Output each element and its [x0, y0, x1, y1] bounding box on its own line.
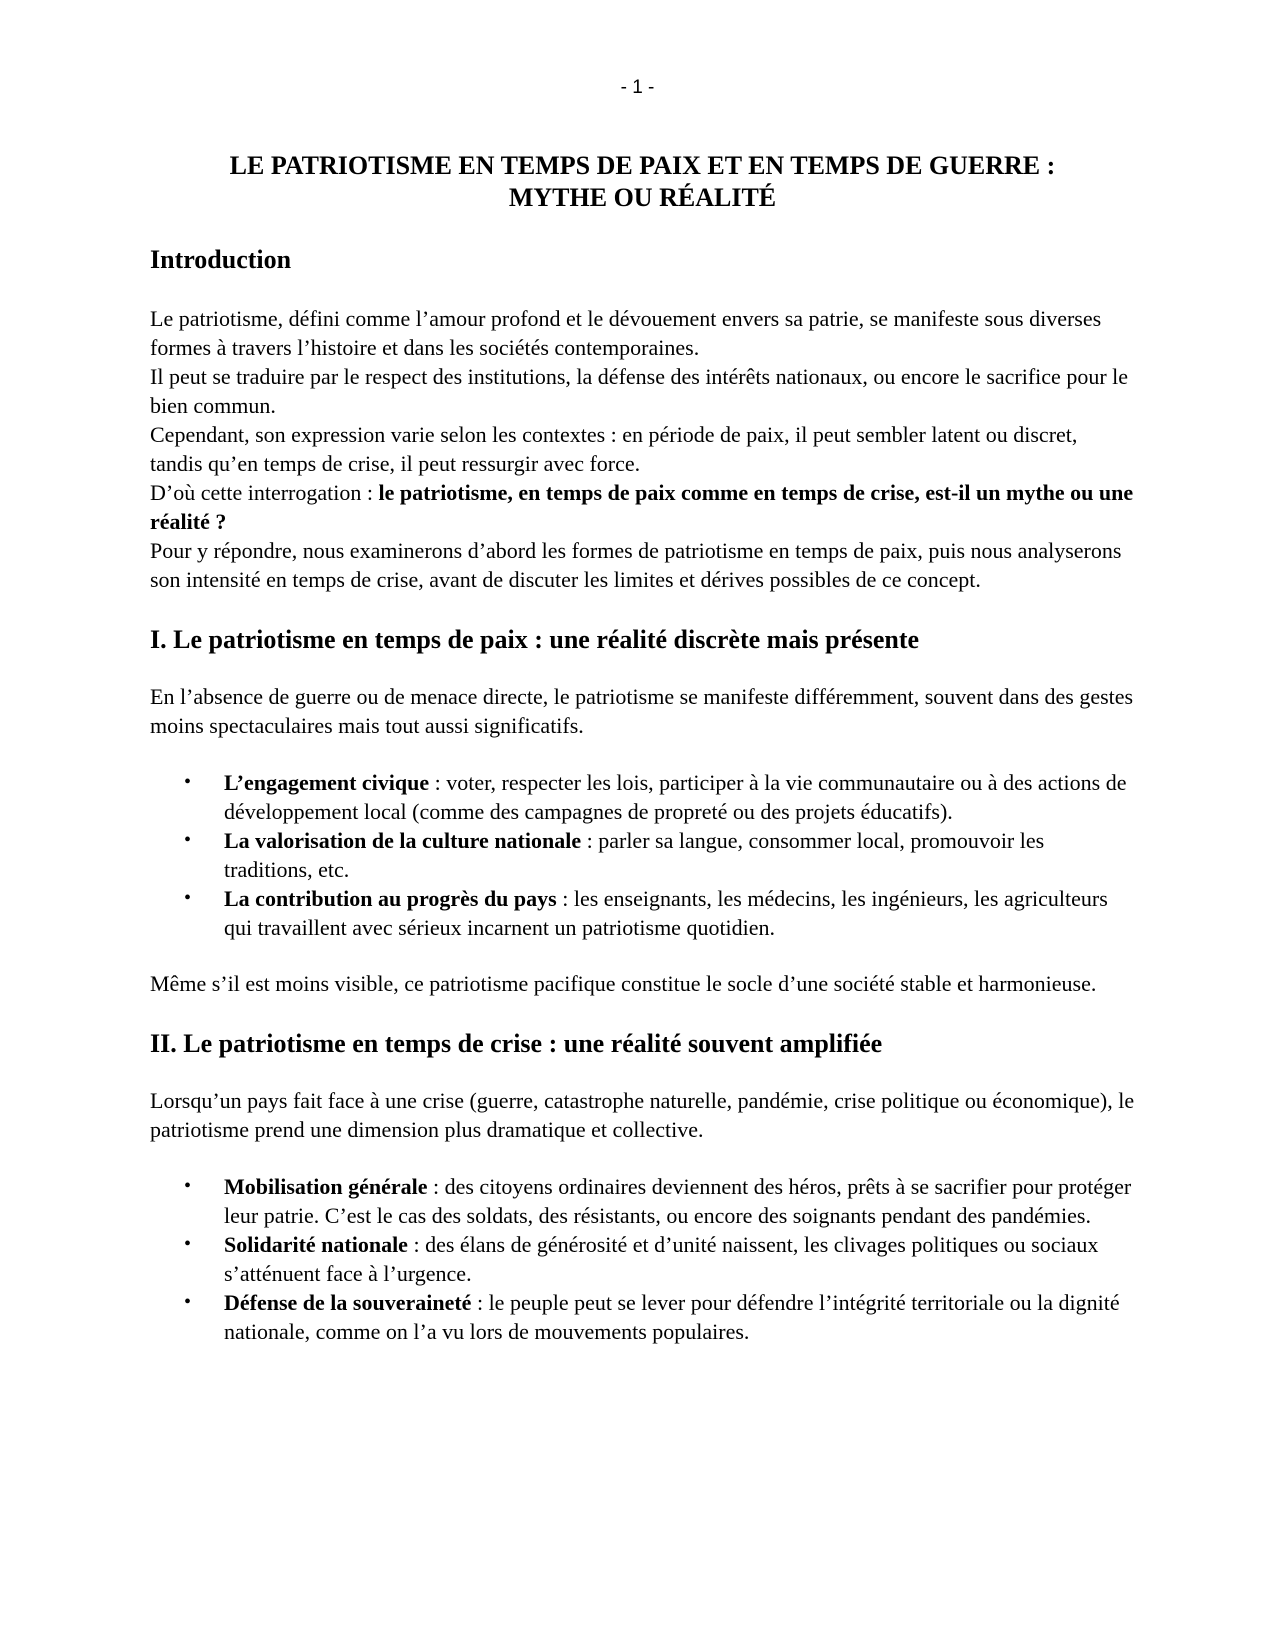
list-item: [224, 826, 1135, 884]
problem-statement-prefix: D’où cette interrogation :: [150, 480, 379, 505]
section-1-heading: I. Le patriotisme en temps de paix : une réalité discrète mais présente: [150, 625, 920, 654]
list-item: [224, 1230, 1135, 1288]
list-item-term: Solidarité nationale: [224, 1232, 408, 1257]
document-body: [150, 150, 1135, 1346]
list-item-term: Défense de la souveraineté: [224, 1290, 472, 1315]
title-line-1: LE PATRIOTISME EN TEMPS DE PAIX ET EN TEMPS DE GUERRE :: [229, 151, 1056, 180]
list-item: [224, 1288, 1135, 1346]
list-item-text: : les enseignants, les médecins, les ingénieurs, les agriculteurs qui travaillent avec sérieux incarnent un patriotisme quotidien.: [224, 886, 1108, 940]
section-1-intro: En l’absence de guerre ou de menace directe, le patriotisme se manifeste différemment, souvent dans des gestes moins spectaculaires mais tout aussi significatifs.: [150, 684, 1134, 738]
list-item-term: La contribution au progrès du pays: [224, 886, 557, 911]
list-item-text: : voter, respecter les lois, participer à la vie communautaire ou à des actions de développement local (comme des campagnes de propreté ou des projets éducatifs).: [224, 770, 1127, 824]
title-line-2: MYTHE OU RÉALITÉ: [508, 183, 777, 212]
list-item: [224, 1172, 1135, 1230]
problem-statement-question: le patriotisme, en temps de paix comme en temps de crise, est-il un mythe ou une réalité ?: [150, 480, 1134, 534]
introduction-paragraph: Pour y répondre, nous examinerons d’abord les formes de patriotisme en temps de paix, puis nous analyserons son intensité en temps de crise, avant de discuter les limites et dérives possibles de ce concept.: [150, 538, 1122, 592]
problem-statement: [150, 478, 1135, 536]
list-item-text: : le peuple peut se lever pour défendre l’intégrité territoriale ou la dignité nationale, comme on l’a vu lors de mouvements populaires.: [224, 1290, 1120, 1344]
introduction-paragraph: Le patriotisme, défini comme l’amour profond et le dévouement envers sa patrie, se manifeste sous diverses formes à travers l’histoire et dans les sociétés contemporaines.: [150, 306, 1102, 360]
list-item: [224, 768, 1135, 826]
introduction-paragraph: Il peut se traduire par le respect des institutions, la défense des intérêts nationaux, ou encore le sacrifice pour le bien commun.: [150, 364, 1129, 418]
list-item-term: Mobilisation générale: [224, 1174, 428, 1199]
list-item-text: : des élans de générosité et d’unité naissent, les clivages politiques ou sociaux s’atténuent face à l’urgence.: [224, 1232, 1099, 1286]
list-item-text: : des citoyens ordinaires deviennent des héros, prêts à se sacrifier pour protéger leur patrie. C’est le cas des soldats, des résistants, ou encore des soignants pendant des pandémies.: [224, 1174, 1132, 1228]
list-item: [224, 884, 1135, 942]
list-item-term: La valorisation de la culture nationale: [224, 828, 582, 853]
page-number: - 1 -: [620, 77, 655, 98]
section-1-conclusion: Même s’il est moins visible, ce patriotisme pacifique constitue le socle d’une société stable et harmonieuse.: [150, 971, 1097, 996]
list-item-text: : parler sa langue, consommer local, promouvoir les traditions, etc.: [224, 828, 1045, 882]
section-1-list: [150, 768, 1135, 942]
section-2-intro: Lorsqu’un pays fait face à une crise (guerre, catastrophe naturelle, pandémie, crise politique ou économique), le patriotisme prend une dimension plus dramatique et collective.: [150, 1088, 1135, 1142]
introduction-paragraph: Cependant, son expression varie selon les contextes : en période de paix, il peut sembler latent ou discret, tandis qu’en temps de crise, il peut ressurgir avec force.: [150, 422, 1078, 476]
section-2-heading: II. Le patriotisme en temps de crise : une réalité souvent amplifiée: [150, 1029, 883, 1058]
list-item-term: L’engagement civique: [224, 770, 430, 795]
section-2-list: [150, 1172, 1135, 1346]
introduction-heading: Introduction: [150, 245, 292, 274]
introduction-body: [150, 304, 1135, 594]
document-title: [150, 150, 1135, 214]
